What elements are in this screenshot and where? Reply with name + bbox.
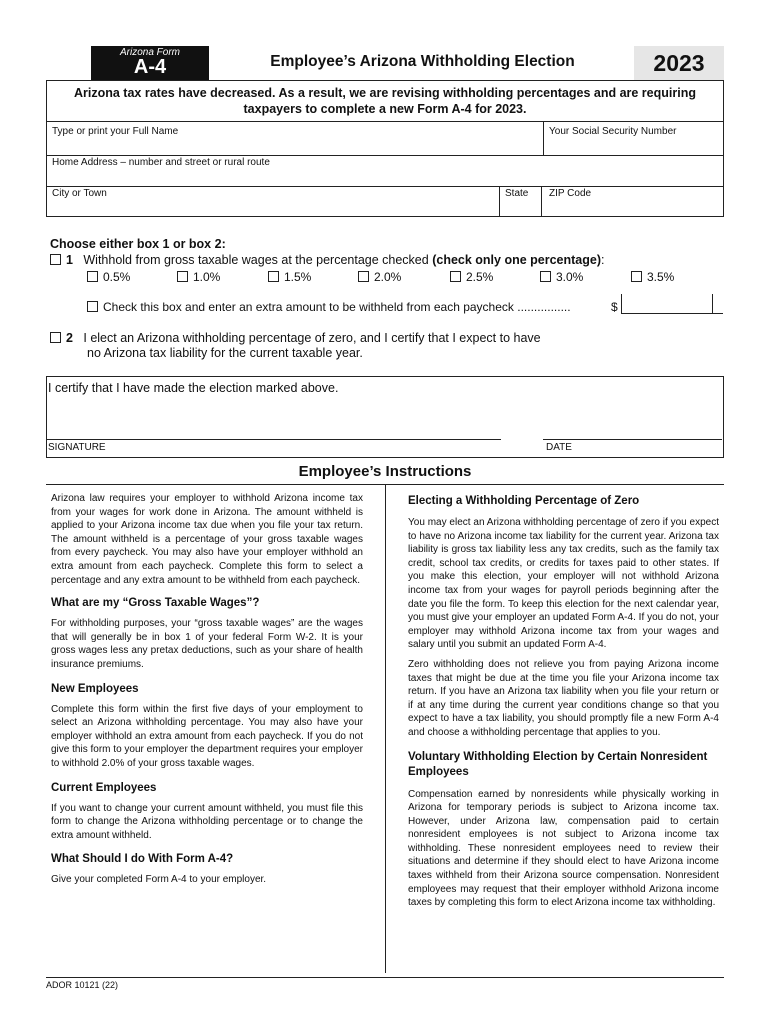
form-title: Employee’s Arizona Withholding Election xyxy=(270,53,575,70)
what-to-do-paragraph: Give your completed Form A-4 to your employer. xyxy=(51,874,267,886)
new-employees-heading: New Employees xyxy=(51,682,139,695)
new-employees-paragraph: Complete this form within the first five days of your employment to select an Arizona withholding percentage. You may also have your employer withhold an extra amount from each paycheck. If you do not give this form to your employer the department requires your employer to withhold 2.0% of your gross taxable wages. xyxy=(51,703,363,769)
tax-year xyxy=(634,46,724,80)
voluntary-withholding-heading: Voluntary Withholding Election by Certain Nonresident Employees xyxy=(408,750,708,778)
box2-row xyxy=(50,331,541,345)
form-footer-code: ADOR 10121 (22) xyxy=(46,980,119,990)
pct-checkbox[interactable] xyxy=(540,271,551,282)
full-name-field[interactable]: Type or print your Full Name xyxy=(52,126,179,137)
box2-text-line2: no Arizona tax liability for the current taxable year. xyxy=(87,346,363,360)
signature-line[interactable] xyxy=(46,439,501,440)
signature-label: SIGNATURE xyxy=(48,442,106,453)
ssn-field[interactable]: Your Social Security Number xyxy=(549,126,677,137)
pct-2.5[interactable]: 2.5% xyxy=(450,270,493,284)
zero-withholding-heading: Electing a Withholding Percentage of Zero xyxy=(408,495,640,507)
voluntary-withholding-paragraph: Compensation earned by nonresidents while physically working in Arizona for temporary periods is subject to Arizona income tax. However, under Arizona law, compensation paid to certain nonresident employees is not subject to Arizona income tax withholding. These nonresident employees need to review their situations and determine if they should elect to have Arizona income taxes withheld from their Arizona source compensation. Nonresident employees may request that their employer withhold Arizona income taxes by completing this form to elect Arizona income tax withholding. xyxy=(408,788,719,909)
address-field[interactable]: Home Address – number and street or rural route xyxy=(52,157,270,168)
gross-wages-paragraph: For withholding purposes, your “gross taxable wages” are the wages that will generally be in box 1 of your federal Form W-2. It is your gross wages less any pretax deductions, such as your share of health insurance premiums. xyxy=(51,618,363,670)
extra-amount-row xyxy=(87,300,571,314)
zero-withholding-paragraph-2: Zero withholding does not relieve you from paying Arizona income taxes that might be due at the time you file your Arizona income tax return. If you have an Arizona tax liability when you file your return or if at any time during the current year conditions change so that you expect to have a tax liability, you should promptly file a new Form A-4 and choose a withholding percentage that applies to you. xyxy=(408,658,719,738)
pct-2.0[interactable]: 2.0% xyxy=(358,270,401,284)
instructions-title: Employee’s Instructions xyxy=(298,463,472,480)
pct-checkbox[interactable] xyxy=(450,271,461,282)
pct-3.0[interactable]: 3.0% xyxy=(540,270,583,284)
zip-field[interactable]: ZIP Code xyxy=(549,188,592,199)
extra-amount-input[interactable] xyxy=(621,294,723,314)
pct-checkbox[interactable] xyxy=(87,271,98,282)
intro-paragraph: Arizona law requires your employer to withhold Arizona income tax from your wages for work done in Arizona. The amount withheld is applied to your Arizona income tax due when you file your tax return. The amount withheld is a percentage of your gross taxable wages from every paycheck. You may also have your employer withhold an extra amount from each paycheck. Complete this form to select a percentage and any extra amount to be withheld from each paycheck. xyxy=(51,493,363,586)
date-line[interactable] xyxy=(543,439,722,440)
pct-0.5[interactable]: 0.5% xyxy=(87,270,130,284)
box1-checkbox[interactable] xyxy=(50,254,61,265)
box1-number: 1 xyxy=(66,253,73,267)
form-label: Arizona Form xyxy=(119,47,180,58)
date-label: DATE xyxy=(546,442,572,453)
pct-checkbox[interactable] xyxy=(631,271,642,282)
form-badge xyxy=(91,46,209,80)
state-field[interactable]: State xyxy=(505,188,529,199)
tax-year-text: 2023 xyxy=(653,50,705,76)
extra-amount-text: Check this box and enter an extra amount to be withheld from each paycheck ................ xyxy=(103,300,571,314)
box2-checkbox[interactable] xyxy=(50,332,61,343)
instructions-right-column xyxy=(408,495,719,910)
pct-1.5[interactable]: 1.5% xyxy=(268,270,311,284)
extra-amount-checkbox[interactable] xyxy=(87,301,98,312)
dollar-sign: $ xyxy=(611,300,618,314)
pct-checkbox[interactable] xyxy=(268,271,279,282)
zero-withholding-paragraph-1: You may elect an Arizona withholding percentage of zero if you expect to have no Arizona income tax liability for the current year. Arizona tax liability is gross tax liability less any tax credits, such as the family tax credit, school tax credits, or credits for taxes paid to other states. If you make this election, your employer will not withhold Arizona income tax from your wages for payroll periods beginning after the date you file the form. To keep this election for the next calendar year, you must give your employer an updated Form A-4. If you do not, your employer may withhold Arizona income tax from your wages and salary until you submit an updated Form A-4. xyxy=(408,517,719,651)
instructions-left-column xyxy=(51,492,363,887)
pct-3.5[interactable]: 3.5% xyxy=(631,270,674,284)
choose-heading: Choose either box 1 or box 2: xyxy=(50,237,226,251)
box1-text: Withhold from gross taxable wages at the percentage checked xyxy=(83,253,429,267)
pct-checkbox[interactable] xyxy=(177,271,188,282)
current-employees-paragraph: If you want to change your current amount withheld, you must file this form to change the Arizona withholding percentage or to change the extra amount withheld. xyxy=(51,802,363,841)
city-field[interactable]: City or Town xyxy=(52,188,107,199)
gross-wages-heading: What are my “Gross Taxable Wages”? xyxy=(51,597,260,610)
form-number: A-4 xyxy=(133,56,167,78)
rate-notice-text: Arizona tax rates have decreased. As a result, we are revising withholding percentages and are requiring taxpayers to complete a new Form A-4 for 2023. xyxy=(74,86,696,116)
box1-row: 1 Withhold from gross taxable wages at the percentage checked (check only one percentage): xyxy=(50,253,605,267)
box2-text: I elect an Arizona withholding percentage of zero, and I certify that I expect to have xyxy=(83,331,541,345)
pct-checkbox[interactable] xyxy=(358,271,369,282)
what-to-do-heading: What Should I do With Form A-4? xyxy=(51,853,234,866)
box2-number: 2 xyxy=(66,331,73,345)
certify-text: I certify that I have made the election marked above. xyxy=(48,381,339,395)
box1-bold: (check only one percentage) xyxy=(432,253,602,267)
pct-1.0[interactable]: 1.0% xyxy=(177,270,220,284)
current-employees-heading: Current Employees xyxy=(51,781,157,794)
